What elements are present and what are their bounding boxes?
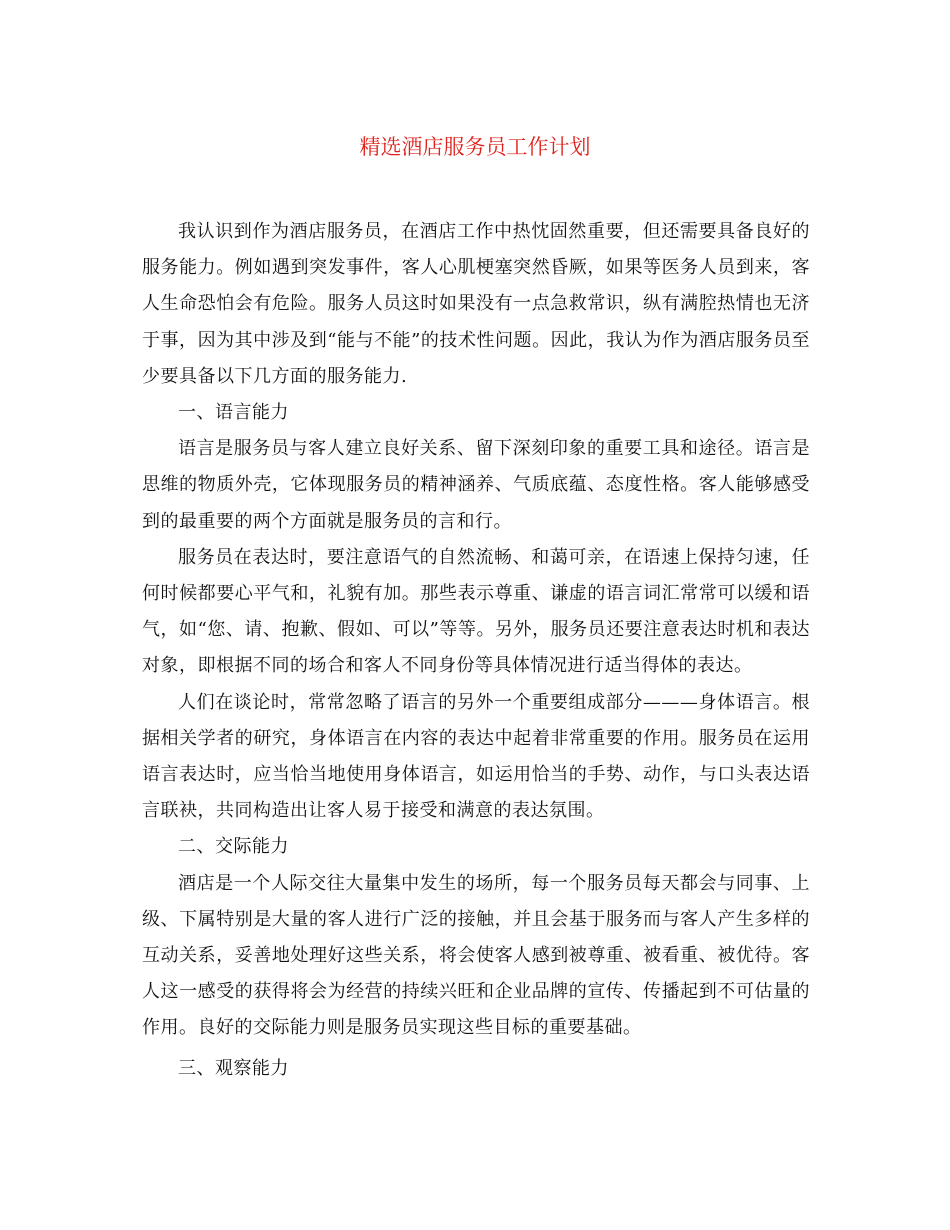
paragraph-language-3: 人们在谈论时，常常忽略了语言的另外一个重要组成部分———身体语言。根据相关学者的研究，身体语言在内容的表达中起着非常重要的作用。服务员在运用语言表达时，应当恰当地使用身体语言，如运用恰当的手势、动作，与口头表达语言联袂，共同构造出让客人易于接受和满意的表达氛围。 <box>142 691 810 822</box>
paragraph-language-1: 语言是服务员与客人建立良好关系、留下深刻印象的重要工具和途径。语言是思维的物质外壳，它体现服务员的精神涵养、气质底蕴、态度性格。客人能够感受到的最重要的两个方面就是服务员的言和行。 <box>142 438 810 532</box>
paragraph-social-1: 酒店是一个人际交往大量集中发生的场所，每一个服务员每天都会与同事、上级、下属特别是大量的客人进行广泛的接触，并且会基于服务而与客人产生多样的互动关系，妥善地处理好这些关系，将会使客人感到被尊重、被看重、被优待。客人这一感受的获得将会为经营的持续兴旺和企业品牌的宣传、传播起到不可估量的作用。良好的交际能力则是服务员实现这些目标的重要基础。 <box>142 872 810 1039</box>
document-title: 精选酒店服务员工作计划 <box>359 135 591 159</box>
section-heading-observation: 三、观察能力 <box>178 1057 289 1079</box>
section-heading-social: 二、交际能力 <box>178 836 289 858</box>
paragraph-language-2: 服务员在表达时，要注意语气的自然流畅、和蔼可亲，在语速上保持匀速，任何时候都要心平气和，礼貌有加。那些表示尊重、谦虚的语言词汇常常可以缓和语气，如“您、请、抱歉、假如、可以”等等。另外，服务员还要注意表达时机和表达对象，即根据不同的场合和客人不同身份等具体情况进行适当得体的表达。 <box>142 546 810 677</box>
paragraph-intro: 我认识到作为酒店服务员，在酒店工作中热忱固然重要，但还需要具备良好的服务能力。例如遇到突发事件，客人心肌梗塞突然昏厥，如果等医务人员到来，客人生命恐怕会有危险。服务人员这时如果没有一点急救常识，纵有满腔热情也无济于事，因为其中涉及到“能与不能”的技术性问题。因此，我认为作为酒店服务员至少要具备以下几方面的服务能力. <box>142 221 810 387</box>
document-body <box>142 214 810 1087</box>
section-heading-language: 一、语言能力 <box>178 402 289 424</box>
